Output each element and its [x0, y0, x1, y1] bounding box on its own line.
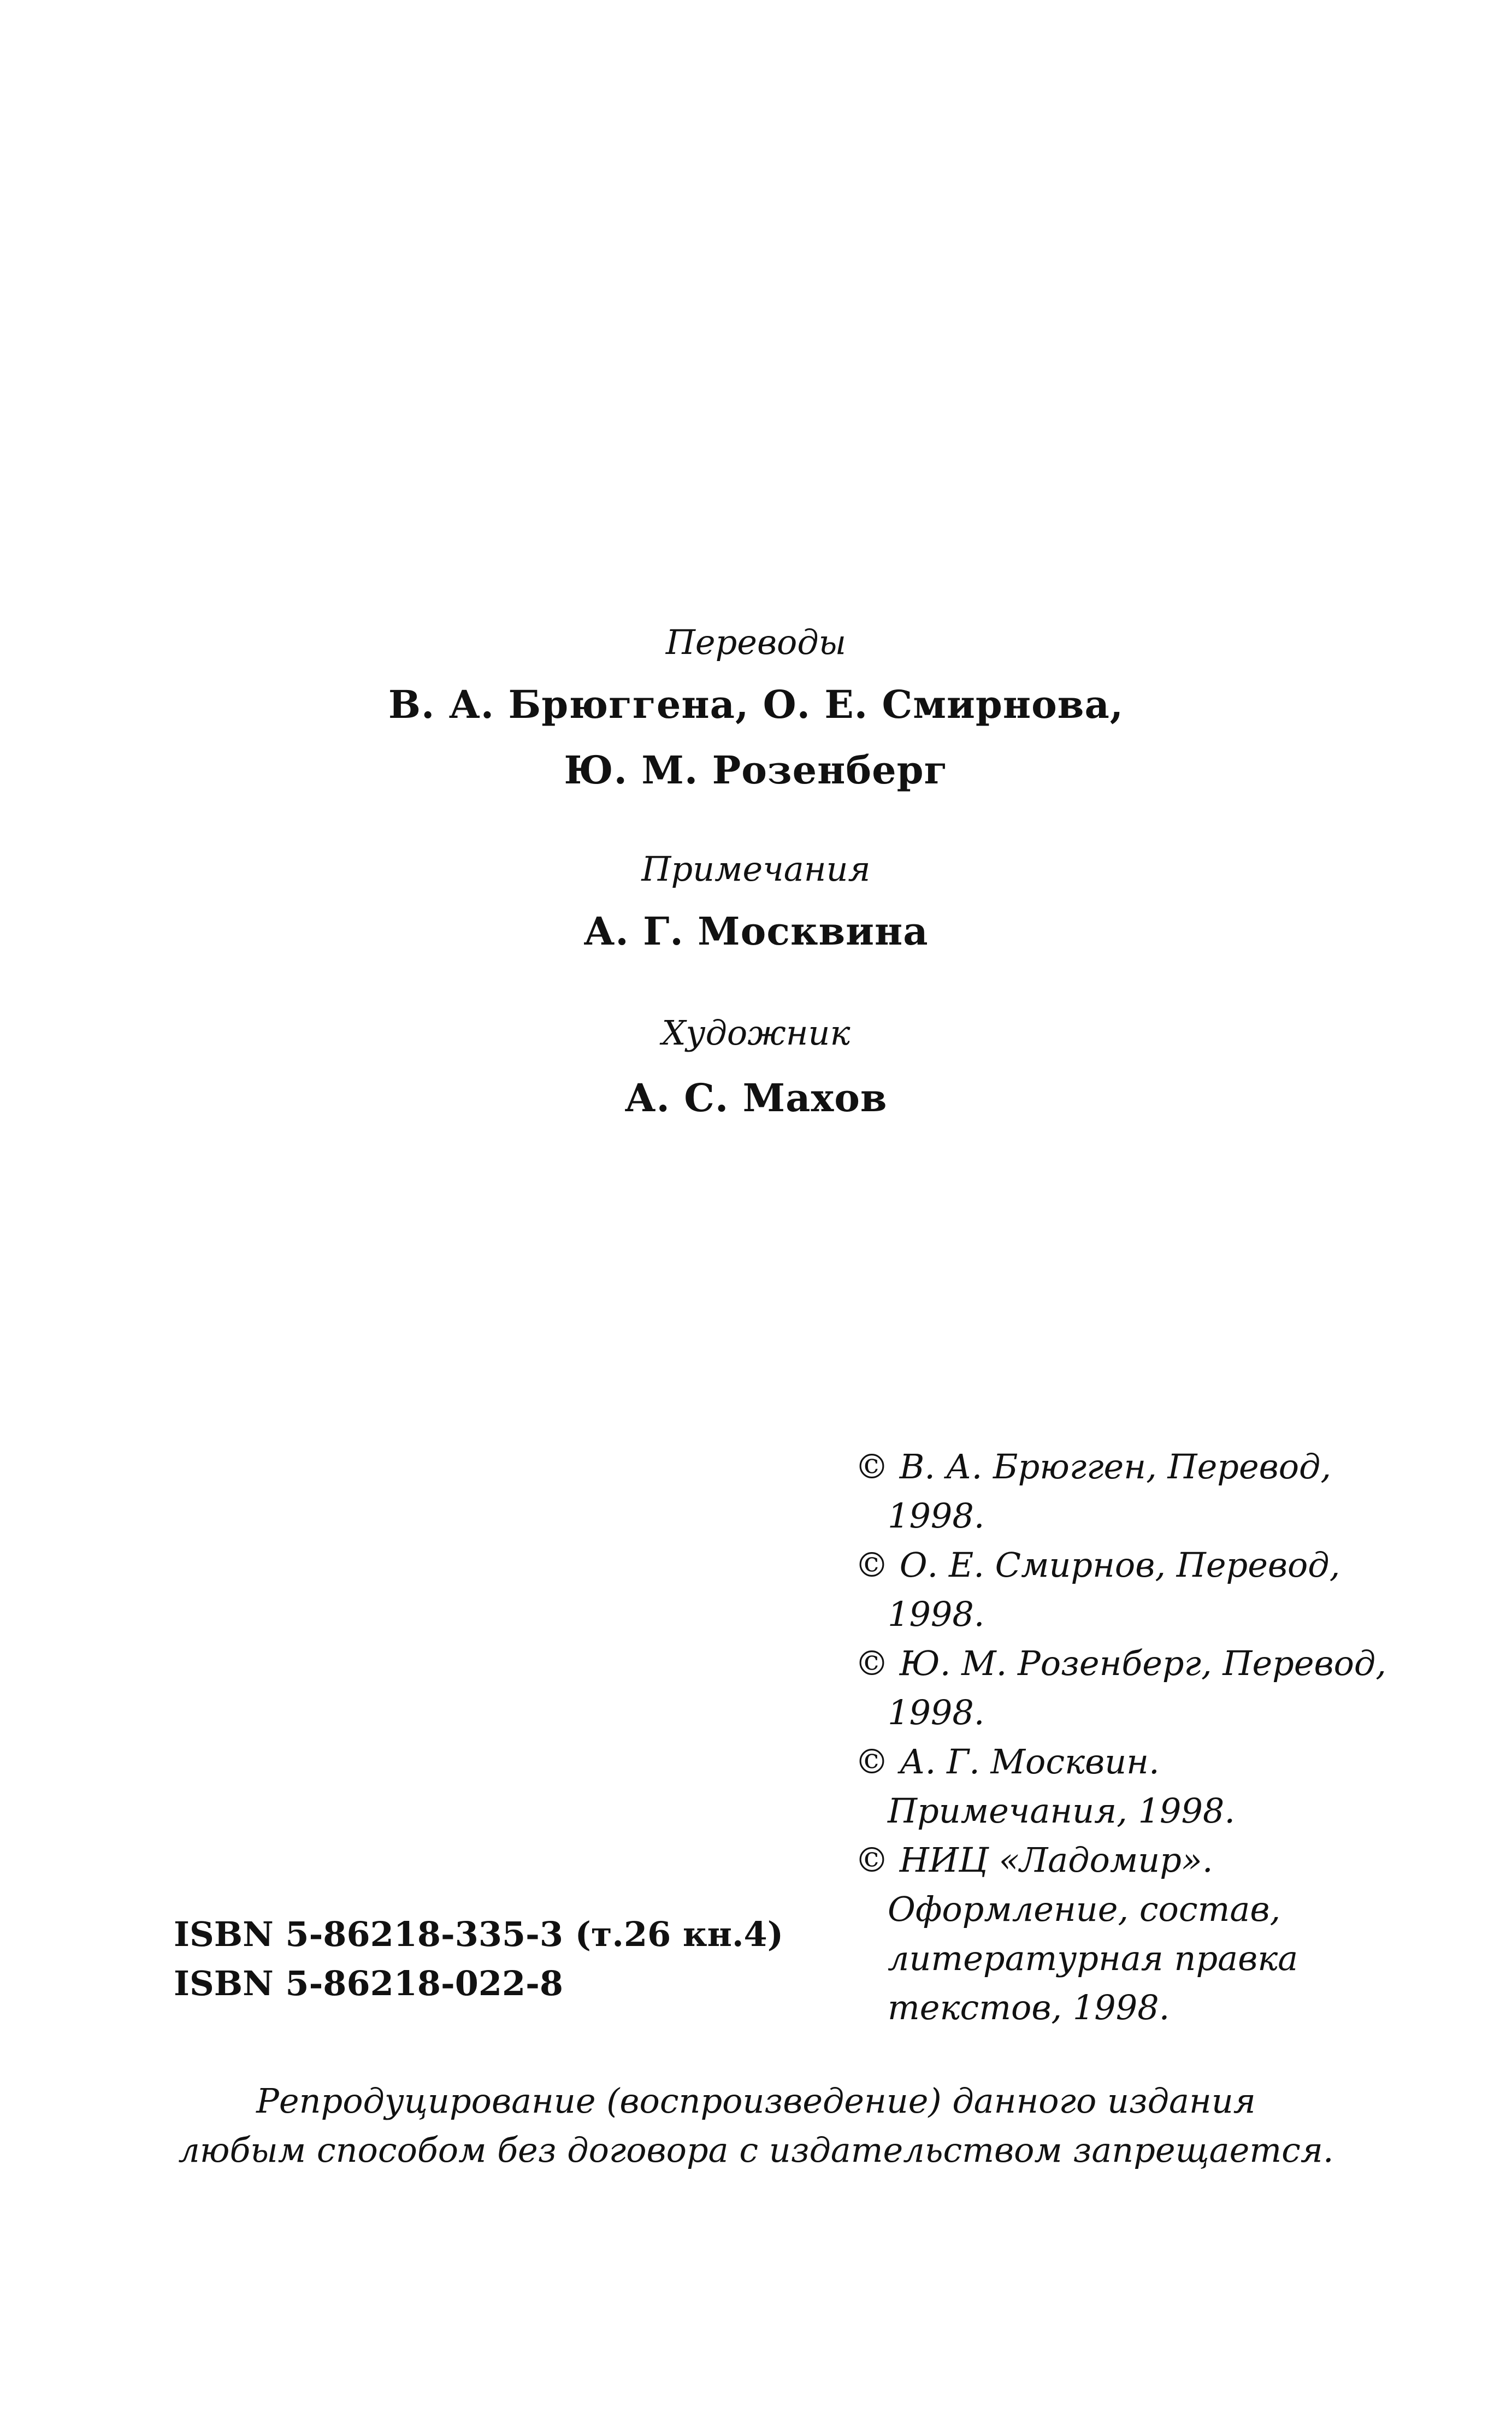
copyright-line: 1998. [888, 1594, 985, 1634]
translators-line-2: Ю. М. Розенберг [564, 747, 948, 793]
artist-name: А. С. Махов [624, 1075, 888, 1121]
notes-author: А. Г. Москвина [583, 909, 929, 954]
copyright-line: 1998. [888, 1692, 985, 1732]
copyright-entry [855, 1836, 1483, 2032]
copyright-line: © А. Г. Москвин. [855, 1742, 1160, 1782]
reproduction-notice-line-2: любым способом без договора с издательством запрещается. [178, 2130, 1334, 2170]
copyright-line: © В. А. Брюгген, Перевод, [855, 1447, 1332, 1487]
copyright-line: © Ю. М. Розенберг, Перевод, [855, 1643, 1386, 1683]
copyright-entry [855, 1442, 1483, 1541]
copyright-entry [855, 1541, 1483, 1639]
translators-line-1: В. А. Брюггена, О. Е. Смирнова, [388, 682, 1124, 727]
copyright-line: текстов, 1998. [888, 1988, 1170, 2027]
translations-label: Переводы [665, 622, 847, 662]
copyright-line: © НИЦ «Ладомир». [855, 1840, 1213, 1880]
copyright-line: © О. Е. Смирнов, Перевод, [855, 1545, 1340, 1585]
copyright-line: Оформление, состав, [888, 1889, 1281, 1929]
copyright-line: литературная правка [888, 1938, 1298, 1978]
copyright-entry [855, 1639, 1483, 1737]
artist-label: Художник [662, 1013, 850, 1053]
isbn-line-1: ISBN 5-86218-335-3 (т.26 кн.4) [174, 1914, 784, 1954]
copyright-line: 1998. [888, 1496, 985, 1536]
notes-label: Примечания [641, 849, 871, 889]
reproduction-notice-line-1: Репродуцирование (воспроизведение) данного издания [256, 2081, 1256, 2121]
copyright-entry [855, 1737, 1483, 1836]
isbn-line-2: ISBN 5-86218-022-8 [174, 1963, 564, 2003]
copyright-block [855, 1442, 1483, 2032]
copyright-line: Примечания, 1998. [888, 1791, 1236, 1831]
